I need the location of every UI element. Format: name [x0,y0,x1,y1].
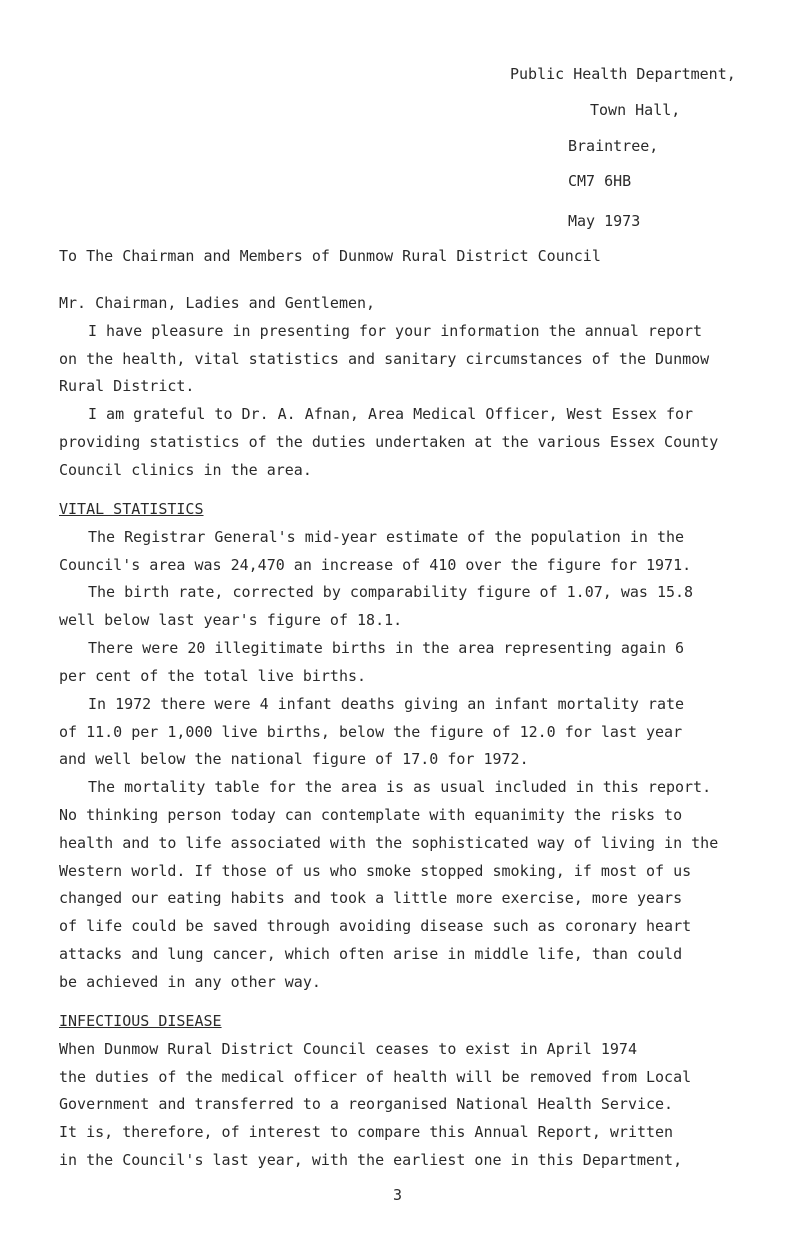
body-line: the duties of the medical officer of health will be removed from Local [59,1068,692,1086]
body-line: When Dunmow Rural District Council ceases to exist in April 1974 [59,1040,637,1058]
intro-line: on the health, vital statistics and sanitary circumstances of the Dunmow [59,350,710,368]
body-line: The Registrar General's mid-year estimate of the population in the [88,528,685,546]
salutation: Mr. Chairman, Ladies and Gentlemen, [59,294,376,312]
body-line: of life could be saved through avoiding disease such as coronary heart [59,917,692,935]
body-line: changed our eating habits and took a little more exercise, more years [59,889,683,907]
letterhead-department: Public Health Department, [510,65,736,83]
section-heading: INFECTIOUS DISEASE [59,1012,222,1030]
body-line: Council's area was 24,470 an increase of 410 over the figure for 1971. [59,556,692,574]
letterhead-postcode: CM7 6HB [568,172,632,190]
letterhead-date: May 1973 [568,212,641,230]
body-line: The birth rate, corrected by comparability figure of 1.07, was 15.8 [88,583,694,601]
intro-line: Rural District. [59,377,195,395]
body-line: In 1972 there were 4 infant deaths giving an infant mortality rate [88,695,685,713]
body-line: The mortality table for the area is as usual included in this report. [88,778,712,796]
body-line: No thinking person today can contemplate with equanimity the risks to [59,806,683,824]
section-heading: VITAL STATISTICS [59,500,204,518]
body-line: of 11.0 per 1,000 live births, below the figure of 12.0 for last year [59,723,683,741]
body-line: be achieved in any other way. [59,973,321,991]
body-line: per cent of the total live births. [59,667,367,685]
body-line: It is, therefore, of interest to compare this Annual Report, written [59,1123,674,1141]
intro-line: I have pleasure in presenting for your information the annual report [88,322,703,340]
body-line: health and to life associated with the sophisticated way of living in the [59,834,719,852]
body-line: Western world. If those of us who smoke stopped smoking, if most of us [59,862,692,880]
page-number: 3 [393,1186,403,1204]
body-line: well below last year's figure of 18.1. [59,611,403,629]
intro-line: I am grateful to Dr. A. Afnan, Area Medical Officer, West Essex for [88,405,694,423]
intro-line: Council clinics in the area. [59,461,312,479]
addressee: To The Chairman and Members of Dunmow Rural District Council [59,247,601,265]
letterhead-town: Braintree, [568,137,659,155]
body-line: Government and transferred to a reorganised National Health Service. [59,1095,674,1113]
body-line: and well below the national figure of 17.0 for 1972. [59,750,529,768]
intro-line: providing statistics of the duties undertaken at the various Essex County [59,433,719,451]
body-line: There were 20 illegitimate births in the area representing again 6 [88,639,685,657]
letterhead-building: Town Hall, [590,101,681,119]
body-line: in the Council's last year, with the earliest one in this Department, [59,1151,683,1169]
body-line: attacks and lung cancer, which often arise in middle life, than could [59,945,683,963]
